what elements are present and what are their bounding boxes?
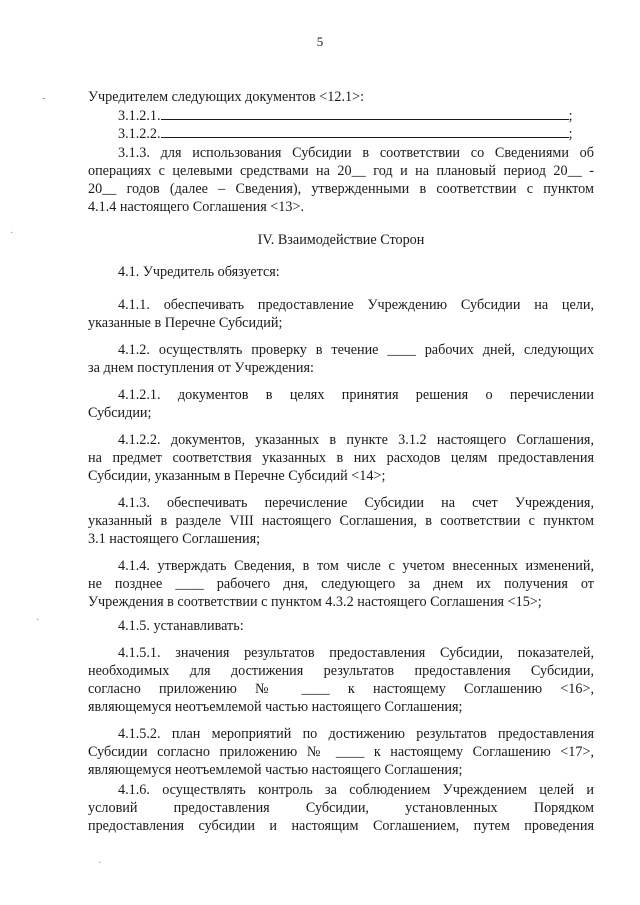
text-line: 3.1.3. для использования Субсидии в соответствии со Сведениями об bbox=[118, 145, 594, 161]
text-line: на предмет соответствия указанных в них расходов целям предоставления bbox=[88, 450, 594, 466]
text-line: за днем поступления от Учреждения: bbox=[88, 360, 314, 376]
text-line: операциях с целевыми средствами на 20__ год и на плановый период 20__ - bbox=[88, 163, 594, 179]
text-line bbox=[118, 124, 594, 143]
text-line: Субсидии согласно приложению № ____ к настоящему Соглашению <17>, bbox=[88, 744, 594, 760]
text-line: 20__ годов (далее – Сведения), утвержденными в соответствии с пунктом bbox=[88, 181, 594, 197]
text-line: предоставления субсидии и настоящим Соглашением, путем проведения bbox=[88, 818, 594, 834]
line-terminator: ; bbox=[568, 126, 573, 142]
text-line: 4.1.2.2. документов, указанных в пункте 3.1.2 настоящего Соглашения, bbox=[118, 432, 594, 448]
text-line: 4.1.3. обеспечивать перечисление Субсидии на счет Учреждения, bbox=[118, 495, 594, 511]
scan-mark: · bbox=[98, 858, 102, 869]
page-number: 5 bbox=[316, 34, 324, 49]
blank-line bbox=[161, 106, 569, 120]
clause-number: 3.1.2.2. bbox=[118, 126, 161, 142]
text-line: являющемуся неотъемлемой частью настоящего Соглашения; bbox=[88, 762, 463, 778]
text-line: указанный в разделе VIII настоящего Соглашения, в соответствии с пунктом bbox=[88, 513, 594, 529]
blank-line bbox=[161, 124, 569, 138]
text-line: 3.1 настоящего Соглашения; bbox=[88, 531, 261, 547]
text-line: Учредителем следующих документов <12.1>: bbox=[88, 89, 365, 105]
text-line: 4.1.1. обеспечивать предоставление Учреждению Субсидии на цели, bbox=[118, 297, 594, 313]
text-line: 4.1. Учредитель обязуется: bbox=[118, 264, 280, 280]
text-line: Учреждения в соответствии с пунктом 4.3.2 настоящего Соглашения <15>; bbox=[88, 594, 542, 610]
section-heading: IV. Взаимодействие Сторон bbox=[257, 232, 425, 248]
text-line: Субсидии, указанным в Перечне Субсидий <14>; bbox=[88, 468, 386, 484]
text-line: 4.1.4. утверждать Сведения, в том числе с учетом внесенных изменений, bbox=[118, 558, 594, 574]
scan-mark: - bbox=[42, 93, 46, 104]
text-line: Субсидии; bbox=[88, 405, 152, 421]
scan-mark: · bbox=[10, 228, 14, 239]
text-line: 4.1.4 настоящего Соглашения <13>. bbox=[88, 199, 305, 215]
text-line: 4.1.5.2. план мероприятий по достижению результатов предоставления bbox=[118, 726, 594, 742]
text-line: 4.1.2.1. документов в целях принятия решения о перечислении bbox=[118, 387, 594, 403]
text-line: 4.1.6. осуществлять контроль за соблюдением Учреждением целей и bbox=[118, 782, 594, 798]
text-line bbox=[118, 106, 594, 125]
line-terminator: ; bbox=[568, 108, 573, 124]
text-line: 4.1.2. осуществлять проверку в течение ____ рабочих дней, следующих bbox=[118, 342, 594, 358]
text-line: необходимых для достижения результатов предоставления Субсидии, bbox=[88, 663, 594, 679]
text-line: указанные в Перечне Субсидий; bbox=[88, 315, 283, 331]
scan-mark: · bbox=[36, 615, 40, 626]
clause-number: 3.1.2.1. bbox=[118, 108, 161, 124]
text-line: условий предоставления Субсидии, установленных Порядком bbox=[88, 800, 594, 816]
text-line: не позднее ____ рабочего дня, следующего за днем их получения от bbox=[88, 576, 594, 592]
text-line: согласно приложению № ____ к настоящему Соглашению <16>, bbox=[88, 681, 594, 697]
text-line: являющемуся неотъемлемой частью настоящего Соглашения; bbox=[88, 699, 463, 715]
text-line: 4.1.5.1. значения результатов предоставления Субсидии, показателей, bbox=[118, 645, 594, 661]
text-line: 4.1.5. устанавливать: bbox=[118, 618, 244, 634]
